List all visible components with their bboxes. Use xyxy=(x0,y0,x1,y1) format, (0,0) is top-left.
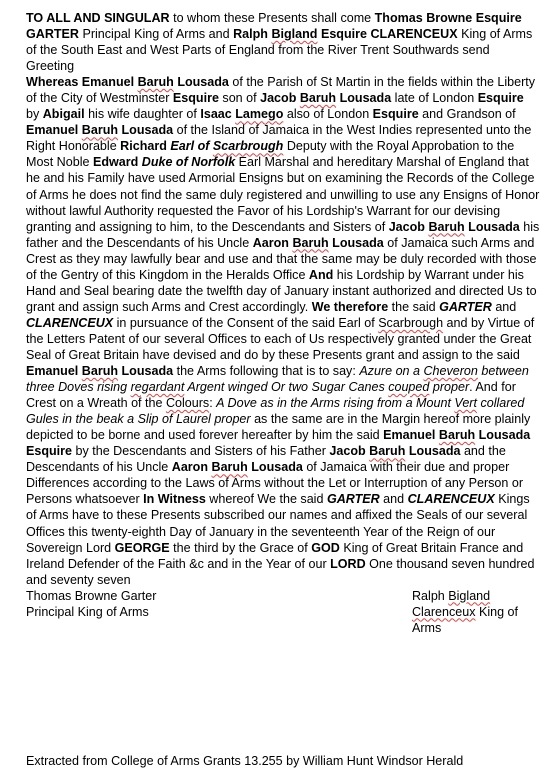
paragraph-2-run: and xyxy=(491,299,517,314)
paragraph-2-run: his father and the Descendants of his Uncle xyxy=(26,219,540,250)
paragraph-2-run: Esquire xyxy=(372,107,419,122)
paragraph-2-run: and Grandson of xyxy=(418,107,516,122)
paragraph-2-run: Emanuel xyxy=(26,123,82,138)
paragraph-2-run: Earl Marshal and hereditary Marshal of England that he and his Family have used Armorial Ensigns but on examining the Records of the College of Arms he does not find the same duly registered and unwilling to use any Ensigns of Honor without lawful Authority requested the Favor of his Lordship's Warrant for our devising granting and assigning to him, to the Descendants and Sisters of xyxy=(26,155,540,234)
paragraph-2-run: Baruh xyxy=(299,91,337,106)
source-footer: Extracted from College of Arms Grants 13.255 by William Hunt Windsor Herald xyxy=(26,754,464,768)
paragraph-1-run: Bigland xyxy=(271,27,318,42)
paragraph-2-run: Esquire xyxy=(172,91,219,106)
signature-garter-name: Thomas Browne Garter xyxy=(26,588,157,603)
paragraph-2-run: Lousada xyxy=(464,219,520,234)
paragraph-2-run: Baruh xyxy=(292,235,329,250)
paragraph-2-run: the said xyxy=(388,299,440,314)
paragraph-2-run: : xyxy=(209,396,217,411)
paragraph-2-run: GEORGE xyxy=(114,540,170,555)
paragraph-2-run: Aaron xyxy=(171,460,212,475)
paragraph-2-run: Aaron xyxy=(252,235,293,250)
paragraph-body xyxy=(26,74,540,588)
paragraph-2-run: Emanuel xyxy=(26,364,82,379)
paragraph-2-run: Colours xyxy=(165,396,210,411)
paragraph-2-run: Azure on a xyxy=(359,364,424,379)
paragraph-opening xyxy=(26,10,540,74)
paragraph-2-run: Lousada xyxy=(328,235,384,250)
paragraph-2-run: Abigail xyxy=(42,107,85,122)
signature-block xyxy=(26,588,540,636)
paragraph-2-run: Duke of Norfolk xyxy=(141,155,236,170)
signature-right-run: Bigland xyxy=(448,588,491,603)
paragraph-2-run: and the Descendants of his Uncle xyxy=(26,444,506,475)
paragraph-1-run: Principal King of Arms and xyxy=(78,27,234,42)
paragraph-2-run: King of Great Britain France and Ireland Defender of the Faith &c and in the Year of our xyxy=(26,540,524,571)
paragraph-2-run: Baruh xyxy=(211,460,248,475)
paragraph-2-run: Lousada xyxy=(173,75,229,90)
paragraph-2-run: Scarbrough xyxy=(378,315,444,330)
paragraph-2-run: Scarbrough xyxy=(212,139,284,154)
paragraph-2-run: Argent winged Or two Sugar Canes xyxy=(184,380,389,395)
paragraph-2-run: LORD xyxy=(330,556,366,571)
paragraph-2-run: Baruh xyxy=(369,444,406,459)
paragraph-2-run: . And for Crest on a Wreath of the xyxy=(26,380,516,411)
paragraph-2-run: and xyxy=(379,492,408,507)
paragraph-2-run: CLARENCEUX xyxy=(26,315,114,330)
paragraph-2-run: Baruh xyxy=(81,123,119,138)
paragraph-2-run: One thousand seven hundred and seventy seven xyxy=(26,556,535,587)
signature-clarenceux xyxy=(412,588,544,636)
paragraph-2-run: Lousada xyxy=(336,91,392,106)
paragraph-2-run: couped xyxy=(388,380,430,395)
paragraph-2-run: GOD xyxy=(311,540,340,555)
paragraph-2-run: of the Island of Jamaica in the West Indies represented unto the Right Honorable xyxy=(26,123,532,154)
paragraph-2-run: of Jamaica such Arms and Crest as they may lawfully bear and use and that the same may be duly recorded with those of the Gentry of this Kingdom in the Heralds Office xyxy=(26,235,537,282)
paragraph-2-run: Lousada xyxy=(247,460,303,475)
paragraph-1-run: King of Arms of the South East and West Parts of England from the River Trent Southwards send Greeting xyxy=(26,27,533,74)
paragraph-2-run: by the Descendants and Sisters of his Father xyxy=(72,444,330,459)
paragraph-2-run: Lousada xyxy=(118,123,174,138)
paragraph-2-run: CLARENCEUX xyxy=(407,492,495,507)
paragraph-2-run: Jacob xyxy=(388,219,429,234)
paragraph-2-run: his Lordship by Warrant under his Hand and Seal bearing date the twelfth day of January instant authorized and directed Us to grant and assign such Arms and Crest accordingly. xyxy=(26,267,537,314)
paragraph-2-run: Esquire xyxy=(477,91,524,106)
paragraph-2-run: his wife daughter of xyxy=(84,107,201,122)
paragraph-2-run: Deputy with the Royal Approbation to the Most Noble xyxy=(26,139,515,170)
paragraph-2-run: Lousada Esquire xyxy=(26,428,531,459)
paragraph-2-run: Kings of Arms have to these Presents subscribed our names and affixed the Seals of our several Offices this twenty-eighth Day of January in the seventeenth Year of the Reign of our Sovereign Lord xyxy=(26,492,530,555)
paragraph-1-run: Thomas Browne Esquire GARTER xyxy=(26,11,522,42)
paragraph-2-run: Isaac xyxy=(200,107,236,122)
paragraph-2-run: the third by the Grace of xyxy=(169,540,312,555)
paragraph-2-run: and by Virtue of the Letters Patent of our several Offices to each of Us respectively granted under the Great Seal of Great Britain have devised and do by these Presents grant and assign to the said xyxy=(26,315,535,362)
paragraph-2-run: also of London xyxy=(283,107,373,122)
paragraph-2-run: son of xyxy=(218,91,261,106)
paragraph-2-run: Lousada xyxy=(118,364,174,379)
paragraph-2-run: late of London xyxy=(391,91,478,106)
paragraph-2-run: Baruh xyxy=(137,75,174,90)
paragraph-2-run: In Witness xyxy=(143,492,206,507)
paragraph-2-run: Earl of xyxy=(170,139,213,154)
paragraph-2-run: GARTER xyxy=(439,299,492,314)
paragraph-2-run: of Jamaica with their due and proper Differences according to the Laws of Arms without the Let or Interruption of any Person or Persons whatsoever xyxy=(26,460,524,507)
paragraph-2-run: And xyxy=(308,267,334,282)
paragraph-2-run: Emanuel xyxy=(383,428,439,443)
paragraph-2-run: Edward xyxy=(92,155,142,170)
paragraph-1-run: Ralph xyxy=(233,27,272,42)
paragraph-2-run: of the Parish of St Martin in the fields within the Liberty of the City of Westminster xyxy=(26,75,536,106)
paragraph-2-run: Baruh xyxy=(438,428,476,443)
paragraph-2-run: A Dove as in the Arms rising from a Mount xyxy=(216,396,455,411)
paragraph-2-run: Richard xyxy=(120,139,171,154)
grant-document xyxy=(26,10,540,636)
paragraph-2-run: Whereas Emanuel xyxy=(26,75,138,90)
paragraph-2-run: Jacob xyxy=(260,91,300,106)
paragraph-2-run: in pursuance of the Consent of the said Earl of xyxy=(113,315,379,330)
paragraph-1-run: TO ALL AND SINGULAR xyxy=(26,11,170,25)
paragraph-2-run: proper xyxy=(429,380,470,395)
paragraph-2-run: between three Doves rising xyxy=(26,364,529,395)
paragraph-2-run: Lousada xyxy=(405,444,461,459)
paragraph-2-run: Vert xyxy=(454,396,477,411)
signature-right-run: Ralph xyxy=(412,588,449,603)
signature-garter xyxy=(26,588,326,620)
paragraph-1-run: to whom these Presents shall come xyxy=(169,11,375,25)
paragraph-2-run: Baruh xyxy=(81,364,119,379)
signature-right-run: King of Arms xyxy=(412,604,519,635)
paragraph-2-run: by xyxy=(26,107,43,122)
paragraph-1-run: Esquire CLARENCEUX xyxy=(317,27,458,42)
paragraph-2-run: GARTER xyxy=(326,492,380,507)
signature-right-run: Clarenceux xyxy=(412,604,476,619)
signature-garter-title: Principal King of Arms xyxy=(26,604,149,619)
paragraph-2-run: whereof We the said xyxy=(205,492,327,507)
paragraph-2-run: Lamego xyxy=(235,107,284,122)
paragraph-2-run: Baruh xyxy=(428,219,465,234)
paragraph-2-run: Jacob xyxy=(329,444,370,459)
paragraph-2-run: the Arms following that is to say: xyxy=(173,364,360,379)
paragraph-2-run: regardant xyxy=(130,380,185,395)
paragraph-2-run: We therefore xyxy=(311,299,389,314)
paragraph-2-run: Cheveron xyxy=(423,364,478,379)
paragraph-2-run: as the same are in the Margin hereof more plainly depicted to be borne and used forever hereafter by him the said xyxy=(26,412,531,443)
paragraph-2-run: collared Gules in the beak a Slip of Laurel proper xyxy=(26,396,525,427)
